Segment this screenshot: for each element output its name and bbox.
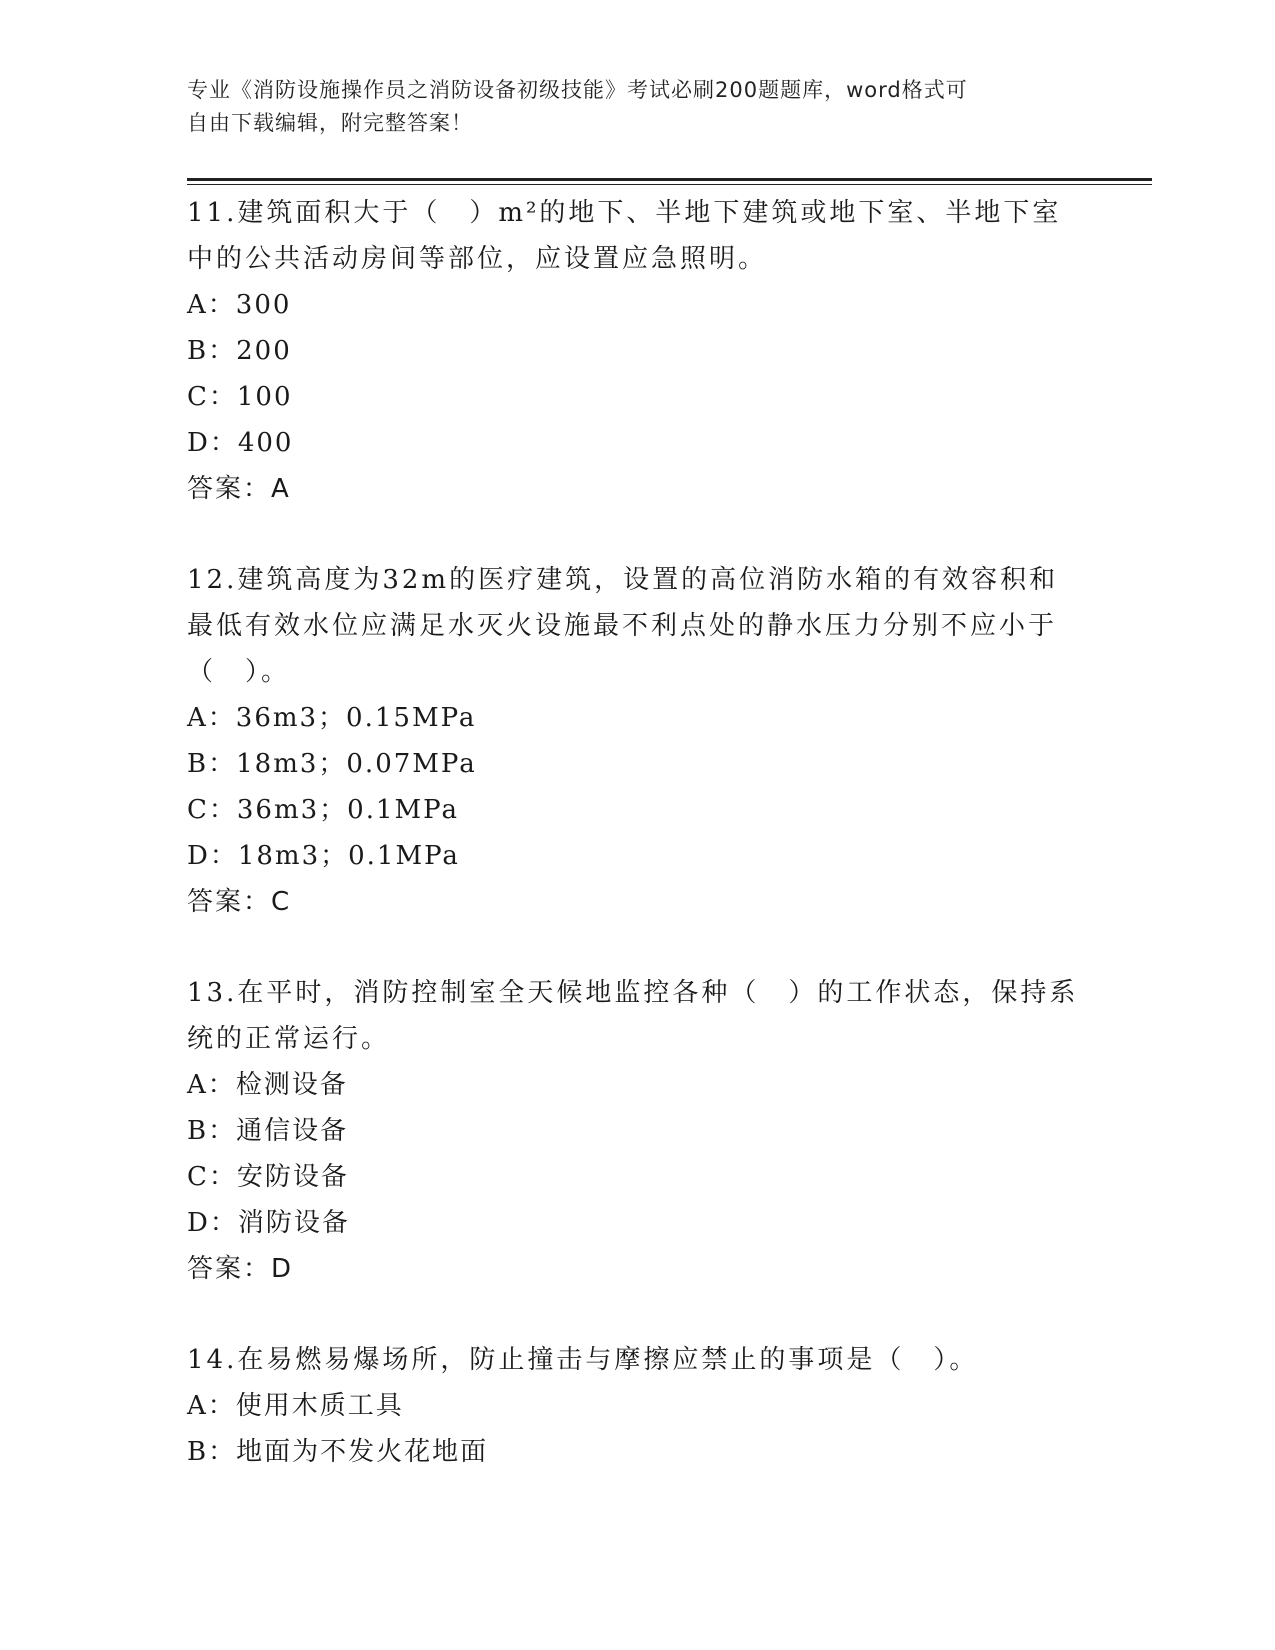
option-d: D：400 — [187, 428, 294, 458]
question-list — [187, 190, 1087, 1520]
answer: 答案：C — [187, 887, 292, 917]
document-header — [187, 74, 1067, 140]
option-c: C：安防设备 — [187, 1162, 349, 1192]
option-b: B：通信设备 — [187, 1116, 349, 1146]
option-d: D：18m3；0.1MPa — [187, 841, 460, 871]
question-14 — [187, 1337, 1087, 1475]
header-line-2: 自由下载编辑，附完整答案！ — [187, 111, 473, 135]
option-a: A：300 — [187, 290, 292, 320]
option-a: A：使用木质工具 — [187, 1391, 404, 1421]
option-a: A：检测设备 — [187, 1070, 348, 1100]
header-divider-thick — [187, 178, 1152, 181]
question-text: 14.在易燃易爆场所，防止撞击与摩擦应禁止的事项是（ ）。 — [187, 1345, 979, 1375]
question-text: 13.在平时，消防控制室全天候地监控各种（ ）的工作状态，保持系统的正常运行。 — [187, 978, 1079, 1054]
header-line-1: 专业《消防设施操作员之消防设备初级技能》考试必刷200题题库，word格式可 — [187, 78, 968, 102]
option-c: C：100 — [187, 382, 293, 412]
option-c: C：36m3；0.1MPa — [187, 795, 459, 825]
question-text: 12.建筑高度为32m的医疗建筑，设置的高位消防水箱的有效容积和最低有效水位应满足水灭火设施最不利点处的静水压力分别不应小于（ ）。 — [187, 565, 1059, 687]
option-b: B：200 — [187, 336, 292, 366]
answer: 答案：D — [187, 1254, 294, 1284]
question-11 — [187, 190, 1087, 512]
option-a: A：36m3；0.15MPa — [187, 703, 477, 733]
option-b: B：18m3；0.07MPa — [187, 749, 477, 779]
question-12 — [187, 557, 1087, 925]
option-d: D：消防设备 — [187, 1208, 350, 1238]
question-text: 11.建筑面积大于（ ）m²的地下、半地下建筑或地下室、半地下室中的公共活动房间等部位，应设置应急照明。 — [187, 198, 1062, 274]
answer: 答案：A — [187, 474, 291, 504]
option-b: B：地面为不发火花地面 — [187, 1437, 489, 1467]
header-divider-thin — [187, 184, 1152, 185]
question-13 — [187, 970, 1087, 1292]
